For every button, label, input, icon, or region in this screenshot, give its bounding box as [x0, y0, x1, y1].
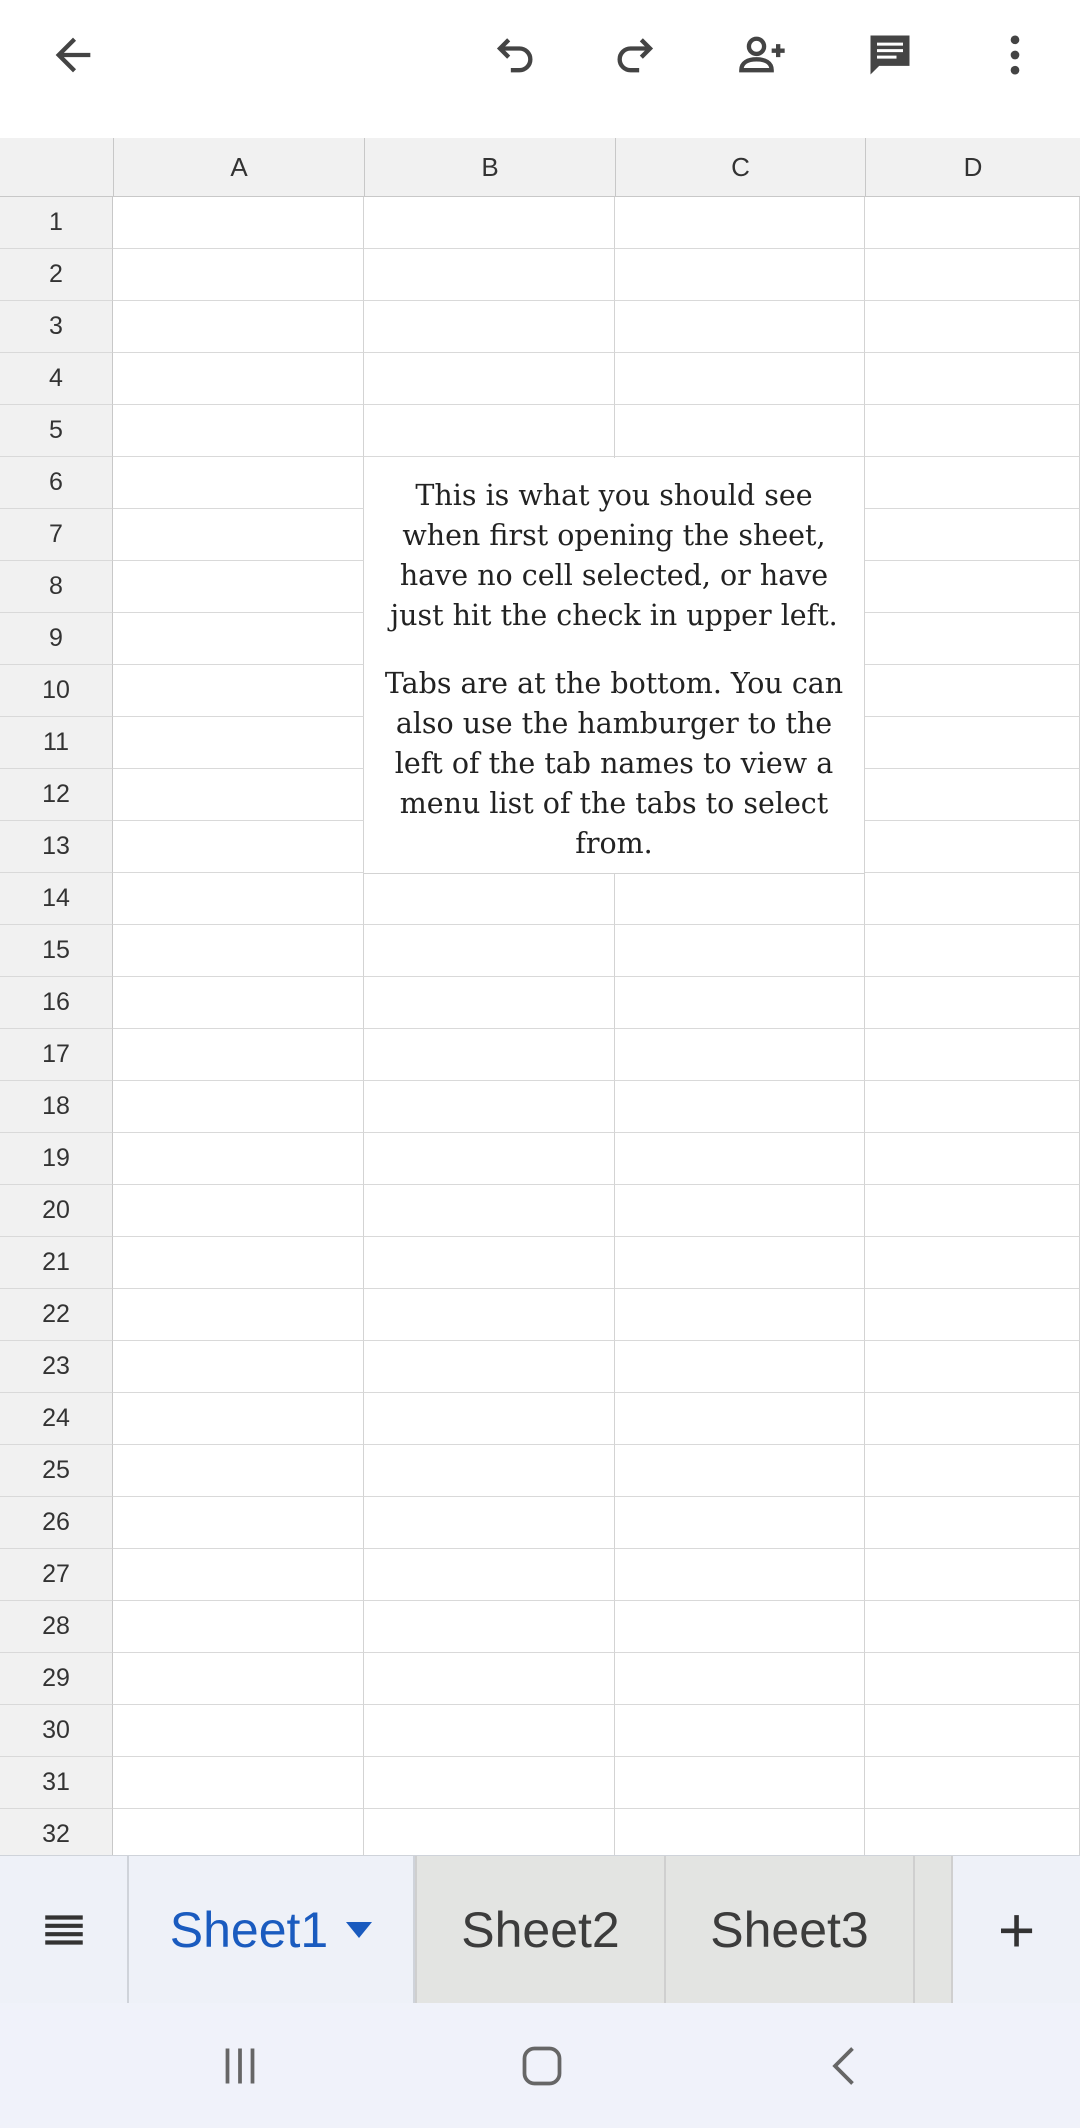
grid-cell[interactable]	[364, 301, 615, 353]
row-header[interactable]: 5	[0, 405, 113, 457]
grid-cell[interactable]	[113, 873, 364, 925]
row-header[interactable]: 10	[0, 665, 113, 717]
grid-cell[interactable]	[615, 249, 865, 301]
grid-cell[interactable]	[865, 1549, 1080, 1601]
grid-cell[interactable]	[113, 405, 364, 457]
grid-cell[interactable]	[865, 457, 1080, 509]
grid-cell[interactable]	[615, 1705, 865, 1757]
grid-cell[interactable]	[113, 1497, 364, 1549]
grid-cell[interactable]	[865, 1497, 1080, 1549]
grid-cell[interactable]	[113, 1601, 364, 1653]
grid-cell[interactable]	[364, 1133, 615, 1185]
spreadsheet-grid[interactable]	[0, 138, 1080, 1855]
grid-cell[interactable]	[364, 873, 615, 925]
grid-cell[interactable]	[364, 1549, 615, 1601]
grid-cell[interactable]	[615, 1393, 865, 1445]
sheet-tab-bar	[0, 1855, 1080, 2003]
grid-cell[interactable]	[865, 561, 1080, 613]
grid-cell[interactable]	[865, 1393, 1080, 1445]
grid-cell[interactable]	[615, 925, 865, 977]
column-header-b[interactable]: B	[364, 138, 615, 197]
grid-cell[interactable]	[364, 1029, 615, 1081]
tab-sheet2[interactable]	[415, 1856, 664, 2003]
sheet-list-menu-button[interactable]	[0, 1856, 127, 2003]
row-header[interactable]: 2	[0, 249, 113, 301]
grid-cell[interactable]	[865, 405, 1080, 457]
grid-cell[interactable]	[364, 1445, 615, 1497]
grid-cell[interactable]	[364, 1237, 615, 1289]
grid-cell[interactable]	[615, 1549, 865, 1601]
grid-cell[interactable]	[865, 1809, 1080, 1855]
grid-cell[interactable]	[364, 1497, 615, 1549]
grid-cell[interactable]	[364, 1185, 615, 1237]
grid-cell[interactable]	[615, 1289, 865, 1341]
grid-cell[interactable]	[113, 197, 364, 249]
tab-label: Sheet3	[710, 1901, 869, 1958]
grid-cell[interactable]	[113, 1133, 364, 1185]
grid-cell[interactable]	[615, 1809, 865, 1855]
grid-cell[interactable]	[364, 977, 615, 1029]
grid-cell[interactable]	[865, 1757, 1080, 1809]
tab-label: Sheet1	[169, 1901, 329, 1958]
grid-cell[interactable]	[615, 1133, 865, 1185]
grid-cell[interactable]	[615, 1029, 865, 1081]
grid-cell[interactable]	[364, 1289, 615, 1341]
grid-cell[interactable]	[113, 561, 364, 613]
grid-cell[interactable]	[865, 1185, 1080, 1237]
note-paragraph-2: Tabs are at the bottom. You can also use the hamburger to the left of the tab names to view a menu list of the tabs to select from.	[384, 667, 844, 860]
grid-cell[interactable]	[865, 1029, 1080, 1081]
recent-apps-icon[interactable]	[200, 2033, 280, 2099]
grid-cell[interactable]	[865, 301, 1080, 353]
grid-cell[interactable]	[865, 1653, 1080, 1705]
grid-cell[interactable]	[865, 1133, 1080, 1185]
more-vert-icon[interactable]	[970, 10, 1060, 100]
grid-cell[interactable]	[113, 353, 364, 405]
grid-cell[interactable]	[113, 1653, 364, 1705]
row-header[interactable]: 15	[0, 925, 113, 977]
row-header[interactable]: 21	[0, 1237, 113, 1289]
hamburger-icon	[39, 1905, 89, 1955]
grid-cell[interactable]	[113, 769, 364, 821]
undo-icon[interactable]	[468, 10, 558, 100]
tab-label: Sheet2	[461, 1901, 620, 1958]
grid-cell[interactable]	[113, 1289, 364, 1341]
grid-cell[interactable]	[865, 925, 1080, 977]
grid-cell[interactable]	[865, 1289, 1080, 1341]
grid-cell[interactable]	[615, 301, 865, 353]
row-header[interactable]: 8	[0, 561, 113, 613]
add-icon: +	[997, 1893, 1036, 1966]
column-header-c[interactable]: C	[615, 138, 865, 197]
grid-cell[interactable]	[865, 509, 1080, 561]
row-header[interactable]: 25	[0, 1445, 113, 1497]
grid-cell[interactable]	[865, 873, 1080, 925]
grid-cell[interactable]	[865, 769, 1080, 821]
merged-note-cell[interactable]	[364, 458, 865, 874]
grid-cell[interactable]	[364, 1757, 615, 1809]
grid-cell[interactable]	[615, 197, 865, 249]
grid-cell[interactable]	[615, 1601, 865, 1653]
grid-cell[interactable]	[615, 405, 865, 457]
redo-icon[interactable]	[592, 10, 682, 100]
grid-cell[interactable]	[113, 665, 364, 717]
row-header[interactable]: 30	[0, 1705, 113, 1757]
grid-cell[interactable]	[113, 1809, 364, 1855]
grid-cell[interactable]	[113, 1237, 364, 1289]
grid-cell[interactable]	[113, 925, 364, 977]
grid-cell[interactable]	[865, 1601, 1080, 1653]
row-header[interactable]: 28	[0, 1601, 113, 1653]
grid-cell[interactable]	[364, 1081, 615, 1133]
grid-cell[interactable]	[113, 1757, 364, 1809]
home-icon[interactable]	[502, 2033, 582, 2099]
top-toolbar	[0, 0, 1080, 138]
grid-cell[interactable]	[113, 613, 364, 665]
grid-cell[interactable]	[113, 509, 364, 561]
grid-cell[interactable]	[615, 1341, 865, 1393]
grid-cell[interactable]	[615, 977, 865, 1029]
grid-cell[interactable]	[113, 457, 364, 509]
grid-cell[interactable]	[615, 873, 865, 925]
grid-cell[interactable]	[113, 1081, 364, 1133]
back-arrow-icon[interactable]	[28, 10, 118, 100]
row-header[interactable]: 19	[0, 1133, 113, 1185]
grid-cell[interactable]	[865, 197, 1080, 249]
grid-cell[interactable]	[865, 717, 1080, 769]
grid-cell[interactable]	[364, 1653, 615, 1705]
grid-cell[interactable]	[615, 1081, 865, 1133]
grid-cell[interactable]	[113, 1393, 364, 1445]
grid-cell[interactable]	[865, 249, 1080, 301]
grid-cell[interactable]	[364, 249, 615, 301]
system-back-icon[interactable]	[805, 2033, 885, 2099]
row-header[interactable]: 20	[0, 1185, 113, 1237]
column-header-a[interactable]: A	[113, 138, 364, 197]
grid-cell[interactable]	[364, 197, 615, 249]
add-sheet-button[interactable]	[953, 1856, 1080, 2003]
grid-cell[interactable]	[364, 925, 615, 977]
row-header[interactable]: 29	[0, 1653, 113, 1705]
grid-cell[interactable]	[364, 1341, 615, 1393]
grid-cell[interactable]	[615, 1445, 865, 1497]
row-header[interactable]: 32	[0, 1809, 113, 1855]
row-header[interactable]: 22	[0, 1289, 113, 1341]
grid-cell[interactable]	[364, 1705, 615, 1757]
add-person-icon[interactable]	[718, 10, 808, 100]
grid-cell[interactable]	[364, 1601, 615, 1653]
grid-cell[interactable]	[615, 353, 865, 405]
grid-cell[interactable]	[865, 977, 1080, 1029]
row-header[interactable]: 11	[0, 717, 113, 769]
grid-cell[interactable]	[113, 1445, 364, 1497]
grid-cell[interactable]	[615, 1757, 865, 1809]
row-header[interactable]: 26	[0, 1497, 113, 1549]
note-paragraph-1: This is what you should see when first opening the sheet, have no cell selected, or have just hit the check in upper left.	[390, 479, 838, 632]
row-header[interactable]: 13	[0, 821, 113, 873]
row-header[interactable]: 18	[0, 1081, 113, 1133]
grid-cell[interactable]	[113, 1341, 364, 1393]
tab-partial[interactable]	[913, 1856, 953, 2003]
grid-cell[interactable]	[865, 353, 1080, 405]
grid-cell[interactable]	[113, 249, 364, 301]
grid-cell[interactable]	[865, 665, 1080, 717]
grid-cell[interactable]	[364, 1809, 615, 1855]
row-header[interactable]: 7	[0, 509, 113, 561]
grid-cell[interactable]	[113, 1185, 364, 1237]
row-header[interactable]: 24	[0, 1393, 113, 1445]
row-header[interactable]: 17	[0, 1029, 113, 1081]
grid-cell[interactable]	[865, 1445, 1080, 1497]
row-header[interactable]: 12	[0, 769, 113, 821]
grid-cell[interactable]	[113, 821, 364, 873]
comment-icon[interactable]	[845, 10, 935, 100]
grid-cell[interactable]	[364, 1393, 615, 1445]
row-header[interactable]: 31	[0, 1757, 113, 1809]
row-header[interactable]: 27	[0, 1549, 113, 1601]
row-header[interactable]: 16	[0, 977, 113, 1029]
tab-sheet3[interactable]	[664, 1856, 913, 2003]
tab-sheet1[interactable]	[127, 1856, 415, 2003]
grid-cell[interactable]	[865, 1341, 1080, 1393]
grid-cell[interactable]	[113, 717, 364, 769]
grid-cell[interactable]	[113, 301, 364, 353]
grid-cell[interactable]	[615, 1237, 865, 1289]
row-header[interactable]: 4	[0, 353, 113, 405]
grid-cell[interactable]	[364, 353, 615, 405]
row-header[interactable]: 6	[0, 457, 113, 509]
row-header[interactable]: 9	[0, 613, 113, 665]
dropdown-caret-icon[interactable]	[346, 1922, 372, 1938]
grid-cell[interactable]	[113, 977, 364, 1029]
grid-cell[interactable]	[113, 1549, 364, 1601]
grid-cell[interactable]	[113, 1029, 364, 1081]
row-header[interactable]: 23	[0, 1341, 113, 1393]
grid-cell[interactable]	[364, 405, 615, 457]
grid-cell[interactable]	[865, 613, 1080, 665]
grid-cell[interactable]	[615, 1653, 865, 1705]
column-header-d[interactable]: D	[865, 138, 1080, 197]
grid-cell[interactable]	[865, 821, 1080, 873]
grid-cell[interactable]	[615, 1497, 865, 1549]
row-header[interactable]: 1	[0, 197, 113, 249]
grid-cell[interactable]	[113, 1705, 364, 1757]
row-header[interactable]: 14	[0, 873, 113, 925]
grid-cell[interactable]	[615, 1185, 865, 1237]
grid-cell[interactable]	[865, 1237, 1080, 1289]
select-all-corner[interactable]	[0, 138, 113, 197]
grid-cell[interactable]	[865, 1705, 1080, 1757]
grid-cell[interactable]	[865, 1081, 1080, 1133]
row-header[interactable]: 3	[0, 301, 113, 353]
system-navigation-bar	[0, 2003, 1080, 2128]
